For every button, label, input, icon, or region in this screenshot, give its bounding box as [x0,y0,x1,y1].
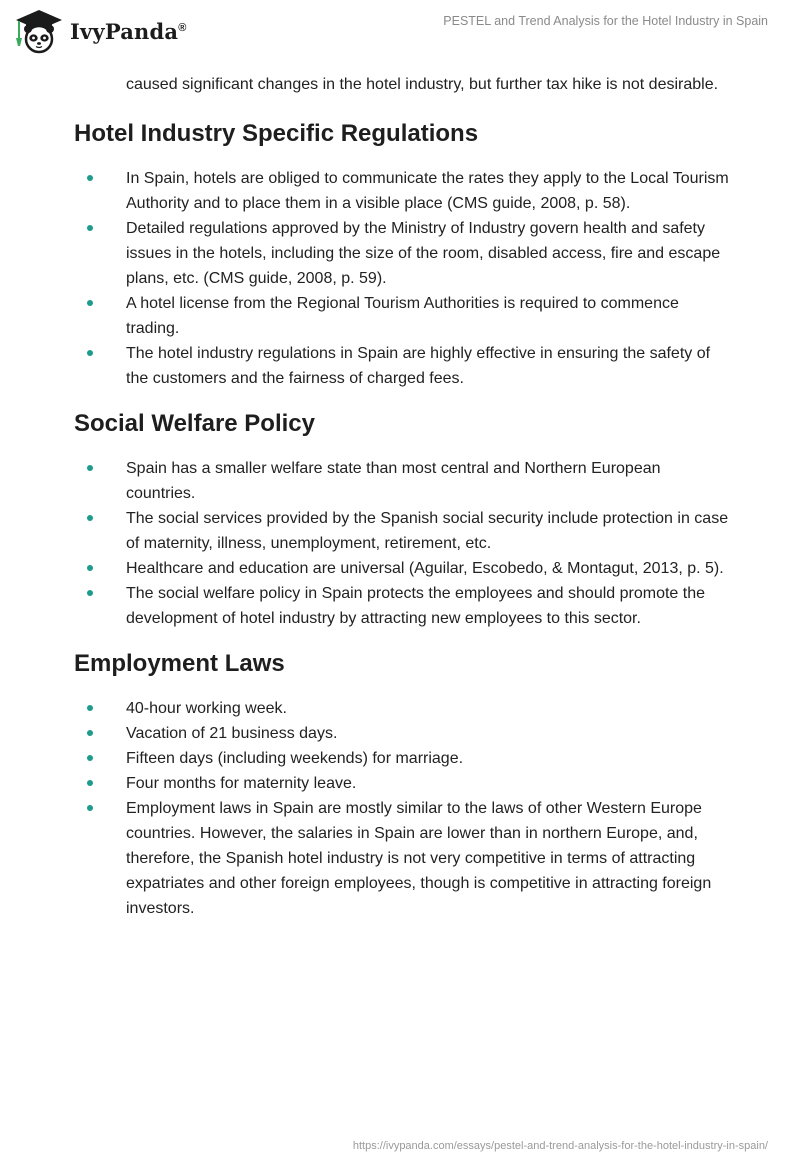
bullet-icon [87,300,93,306]
list-item: Four months for maternity leave. [74,771,734,796]
page-header [0,0,800,60]
panda-graduate-icon [14,8,64,54]
source-url-link[interactable]: https://ivypanda.com/essays/pestel-and-trend-analysis-for-the-hotel-industry-in-spain/ [352,1140,768,1152]
list-item: Fifteen days (including weekends) for marriage. [74,746,734,771]
bullet-icon [87,705,93,711]
section-heading-hotel-regulations: Hotel Industry Specific Regulations [74,120,479,147]
bullet-icon [87,565,93,571]
list-item: A hotel license from the Regional Tourism Authorities is required to commence trading. [74,291,734,341]
logo-wordmark: IvyPanda® [70,18,187,44]
bullet-icon [87,730,93,736]
list-item: The social services provided by the Spanish social security include protection in case of maternity, illness, unemployment, retirement, etc. [74,506,734,556]
bullet-icon [87,805,93,811]
bullet-icon [87,350,93,356]
list-item: Healthcare and education are universal (Aguilar, Escobedo, & Montagut, 2013, p. 5). [74,556,734,581]
list-item: Vacation of 21 business days. [74,721,734,746]
section-heading-employment-laws: Employment Laws [74,650,285,677]
bullet-icon [87,465,93,471]
bullet-icon [87,590,93,596]
social-welfare-list [74,456,734,631]
hotel-regulations-list [74,166,734,391]
list-item: 40-hour working week. [74,696,734,721]
list-item: Spain has a smaller welfare state than most central and Northern European countries. [74,456,734,506]
list-item: In Spain, hotels are obliged to communicate the rates they apply to the Local Tourism Authority and to place them in a visible place (CMS guide, 2008, p. 58). [74,166,734,216]
bullet-icon [87,515,93,521]
bullet-icon [87,225,93,231]
list-item: Detailed regulations approved by the Ministry of Industry govern health and safety issues in the hotels, including the size of the room, disabled access, fire and escape plans, etc. (CMS guide, 2008, p. 59). [74,216,734,291]
document-body [74,72,734,921]
section-heading-social-welfare: Social Welfare Policy [74,410,315,437]
bullet-icon [87,780,93,786]
employment-laws-list [74,696,734,921]
continued-paragraph: caused significant changes in the hotel industry, but further tax hike is not desirable. [126,76,719,93]
ivypanda-logo[interactable] [14,8,187,54]
list-item: The social welfare policy in Spain protects the employees and should promote the development of hotel industry by attracting new employees to this sector. [74,581,734,631]
bullet-icon [87,175,93,181]
bullet-icon [87,755,93,761]
list-item: Employment laws in Spain are mostly similar to the laws of other Western Europe countries. However, the salaries in Spain are lower than in northern Europe, and, therefore, the Spanish hotel industry is not very competitive in terms of attracting expatriates and other foreign employees, though is competitive in attracting foreign investors. [74,796,734,921]
document-title: PESTEL and Trend Analysis for the Hotel Industry in Spain [443,14,768,28]
list-item: The hotel industry regulations in Spain are highly effective in ensuring the safety of the customers and the fairness of charged fees. [74,341,734,391]
